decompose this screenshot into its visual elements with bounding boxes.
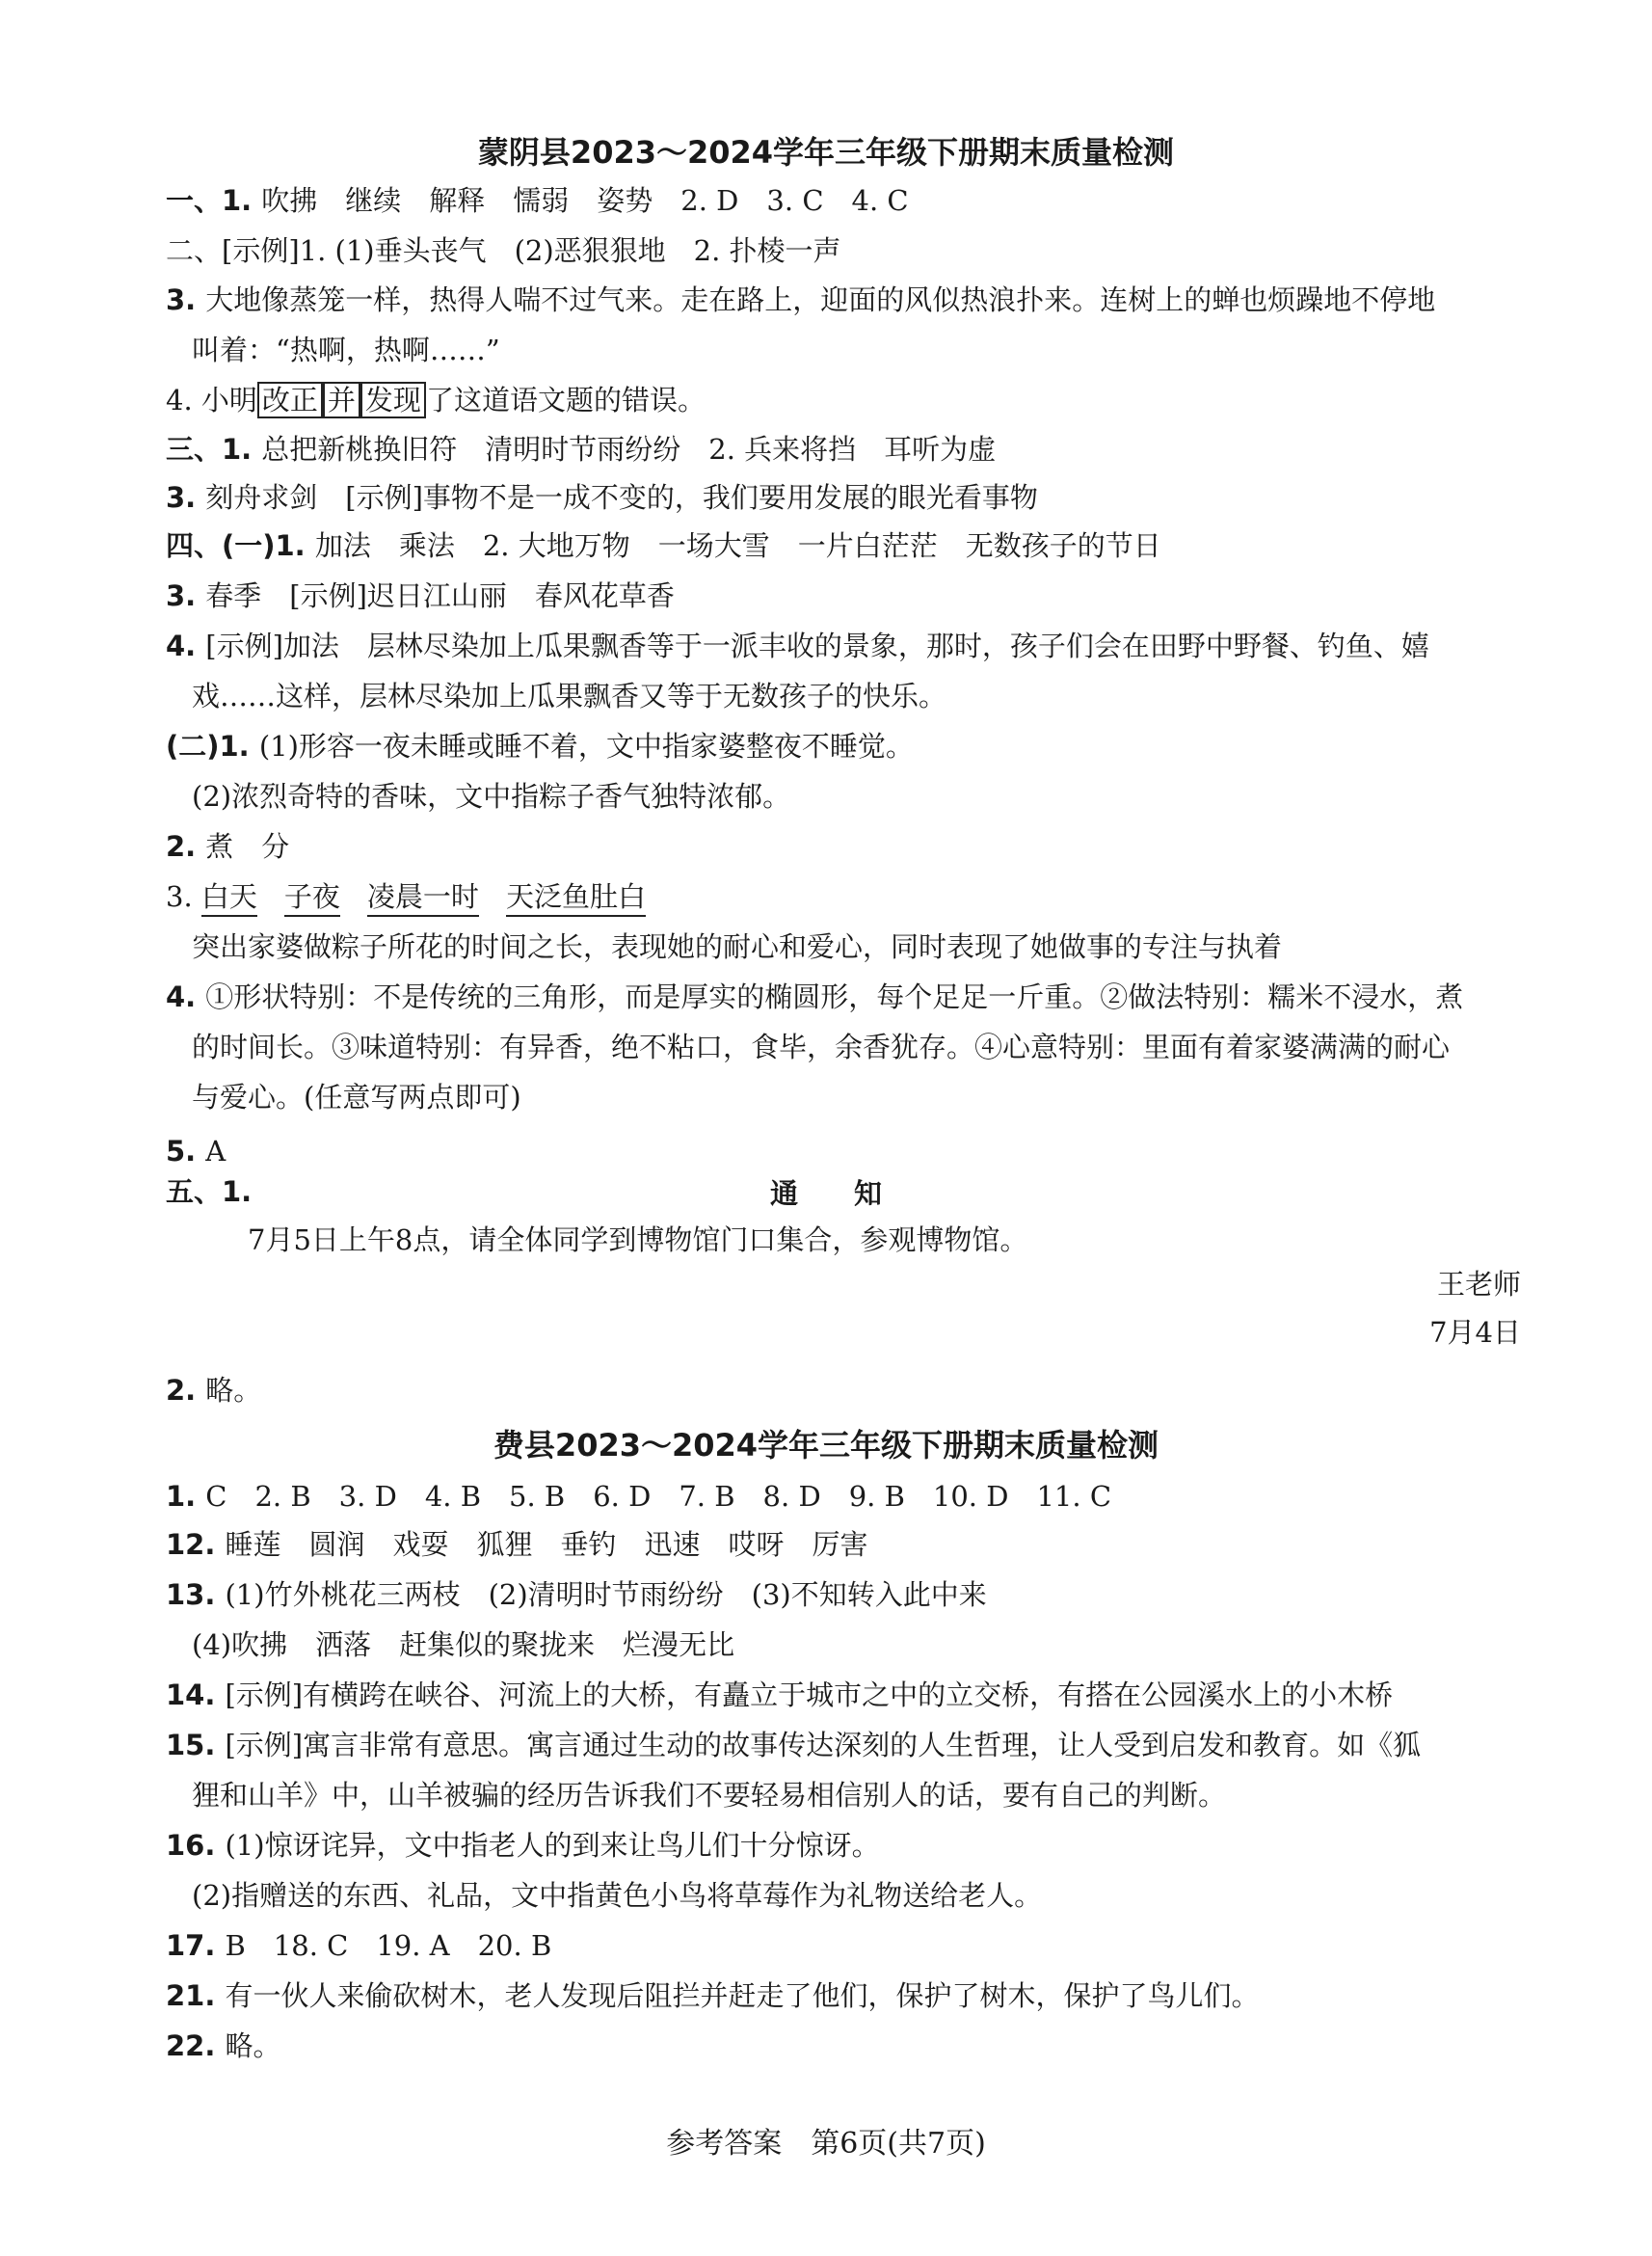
answer-line: 狸和山羊》中，山羊被骗的经历告诉我们不要轻易相信别人的话，要有自己的判断。 [192, 1779, 1227, 1812]
answer-line: 4. ①形状特别：不是传统的三角形，而是厚实的椭圆形，每个足足一斤重。②做法特别：糯米不浸水，煮 [166, 980, 1464, 1013]
section-title-feixian: 费县2023～2024学年三年级下册期末质量检测 [493, 1427, 1159, 1464]
notice-date: 7月4日 [1429, 1316, 1521, 1349]
answer-line: 3. 大地像蒸笼一样，热得人喘不过气来。走在路上，迎面的风似热浪扑来。连树上的蝉也烦躁地不停地 [166, 283, 1436, 316]
question-number: 四、(一)1. [166, 529, 315, 562]
question-number: 2. [166, 830, 206, 863]
answer-line: 戏……这样，层林尽染加上瓜果飘香又等于无数孩子的快乐。 [192, 680, 947, 712]
answer-line: 22. 略。 [166, 2029, 281, 2062]
question-number: 14. [166, 1679, 226, 1711]
question-number: 16. [166, 1829, 226, 1862]
answer-line: (4)吹拂 洒落 赶集似的聚拢来 烂漫无比 [192, 1628, 735, 1661]
underlined-word: 子夜 [284, 880, 340, 917]
answer-line: 四、(一)1. 加法 乘法 2. 大地万物 一场大雪 一片白茫茫 无数孩子的节日 [166, 529, 1161, 562]
question-number: 1. [166, 1480, 206, 1513]
answer-line: 3. 春季 [示例]迟日江山丽 春风花草香 [166, 579, 675, 612]
question-number: 3. [166, 481, 206, 514]
line-suffix: 了这道语文题的错误。 [425, 384, 706, 416]
answer-line: (二)1. (1)形容一夜未睡或睡不着，文中指家婆整夜不睡觉。 [166, 730, 914, 763]
question-number: 3. [166, 579, 206, 612]
boxed-word: 改正 [257, 382, 323, 418]
answer-line-underlined [166, 877, 646, 916]
answer-line: 16. (1)惊讶诧异，文中指老人的到来让鸟儿们十分惊讶。 [166, 1829, 880, 1862]
notice-signer: 王老师 [1436, 1268, 1521, 1301]
answer-line: 14. [示例]有横跨在峡谷、河流上的大桥，有矗立于城市之中的立交桥，有搭在公园溪水上的小木桥 [166, 1679, 1394, 1711]
answer-line: 15. [示例]寓言非常有意思。寓言通过生动的故事传达深刻的人生哲理，让人受到启发和教育。如《狐 [166, 1729, 1422, 1761]
question-number: 4. [166, 980, 206, 1013]
underlined-word: 天泛鱼肚白 [506, 880, 646, 917]
question-number: 一、1. [166, 184, 262, 217]
answer-line: 1. C 2. B 3. D 4. B 5. B 6. D 7. B 8. D 9. B 10. D 11. C [166, 1480, 1112, 1513]
question-number: (二)1. [166, 730, 259, 763]
boxed-word: 并 [323, 382, 360, 418]
answer-line: 2. 煮 分 [166, 830, 290, 863]
answer-line: (2)指赠送的东西、礼品，文中指黄色小鸟将草莓作为礼物送给老人。 [192, 1879, 1043, 1912]
answer-line: 4. [示例]加法 层林尽染加上瓜果飘香等于一派丰收的景象，那时，孩子们会在田野中野餐、钓鱼、嬉 [166, 630, 1429, 662]
question-number: 22. [166, 2029, 226, 2062]
question-number: 17. [166, 1929, 226, 1962]
answer-line: 21. 有一伙人来偷砍树木，老人发现后阻拦并赶走了他们，保护了树木，保护了鸟儿们。 [166, 1979, 1260, 2012]
underlined-word: 凌晨一时 [367, 880, 479, 917]
answer-line: 三、1. 总把新桃换旧符 清明时节雨纷纷 2. 兵来将挡 耳听为虚 [166, 433, 997, 466]
answer-line: 12. 睡莲 圆润 戏耍 狐狸 垂钓 迅速 哎呀 厉害 [166, 1528, 868, 1561]
question-number: 13. [166, 1578, 226, 1611]
answer-line: 17. B 18. C 19. A 20. B [166, 1929, 552, 1962]
notice-body: 7月5日上午8点，请全体同学到博物馆门口集合，参观博物馆。 [248, 1223, 1028, 1256]
answer-line: 3. 刻舟求剑 [示例]事物不是一成不变的，我们要用发展的眼光看事物 [166, 481, 1038, 514]
question-number: 五、1. [166, 1175, 253, 1208]
question-number: 三、1. [166, 433, 262, 466]
question-number: 15. [166, 1729, 226, 1761]
answer-line: 二、[示例]1. (1)垂头丧气 (2)恶狠狠地 2. 扑棱一声 [166, 234, 841, 267]
question-number: 3. [166, 283, 206, 316]
notice-title: 通 知 [769, 1177, 882, 1210]
page-footer: 参考答案 第6页(共7页) [666, 2127, 986, 2161]
answer-line: 2. 略。 [166, 1374, 262, 1407]
answer-line: 一、1. 吹拂 继续 解释 懦弱 姿势 2. D 3. C 4. C [166, 184, 909, 217]
boxed-word: 发现 [360, 382, 426, 418]
underlined-word: 白天 [201, 880, 257, 917]
question-number: 2. [166, 1374, 206, 1407]
answer-line: (2)浓烈奇特的香味，文中指粽子香气独特浓郁。 [192, 780, 791, 813]
line-prefix: 4. 小明 [166, 384, 257, 416]
question-number: 4. [166, 630, 206, 662]
answer-line: 突出家婆做粽子所花的时间之长，表现她的耐心和爱心，同时表现了她做事的专注与执着 [192, 930, 1283, 963]
answer-line-boxed [166, 381, 706, 419]
answer-line: 的时间长。③味道特别：有异香，绝不粘口，食毕，余香犹存。④心意特别：里面有着家婆满满的耐心 [192, 1031, 1451, 1063]
answer-line: 13. (1)竹外桃花三两枝 (2)清明时节雨纷纷 (3)不知转入此中来 [166, 1578, 987, 1611]
answer-line: 与爱心。(任意写两点即可) [192, 1081, 521, 1114]
section-title-mengyin: 蒙阴县2023～2024学年三年级下册期末质量检测 [477, 134, 1175, 171]
line-prefix: 3. [166, 880, 201, 913]
answer-line: 5. A [166, 1135, 226, 1168]
question-number: 5. [166, 1135, 206, 1168]
answer-line: 叫着：“热啊，热啊……” [192, 334, 500, 366]
question-number: 12. [166, 1528, 226, 1561]
question-number: 21. [166, 1979, 226, 2012]
